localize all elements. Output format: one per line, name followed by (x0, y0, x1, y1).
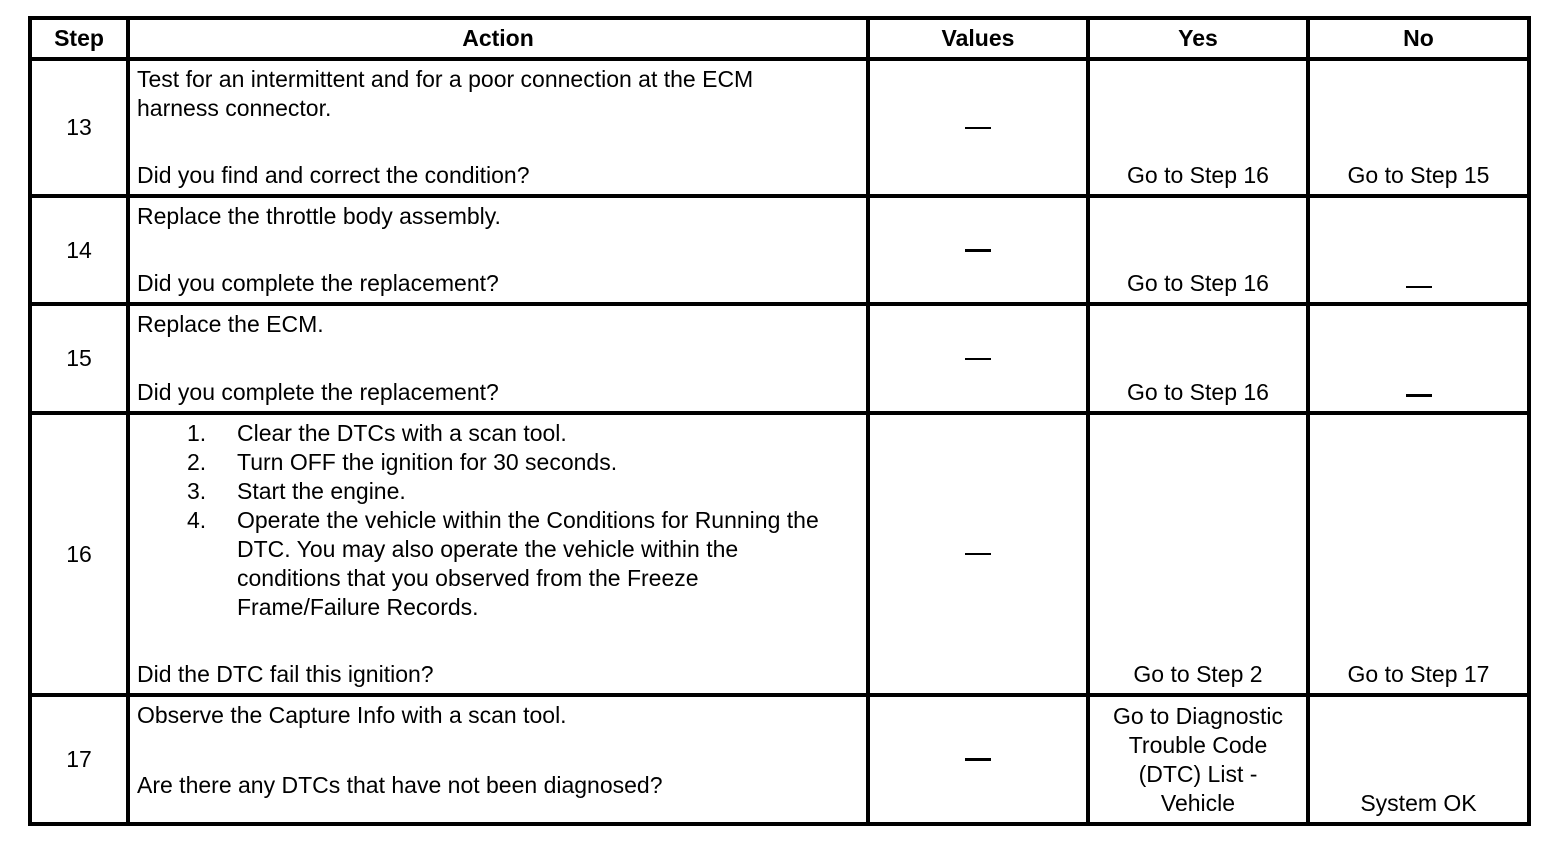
action-question: Did you find and correct the condition? (137, 162, 530, 188)
step-number: 17 (32, 697, 126, 822)
action-step-item (137, 419, 860, 448)
step-number: 16 (32, 415, 126, 693)
yes-cell: Go to Step 16 (1090, 306, 1306, 411)
values-cell (870, 415, 1086, 693)
values-dash (965, 553, 991, 555)
yes-cell: Go to Step 2 (1090, 415, 1306, 693)
step-number: 13 (32, 61, 126, 194)
yes-cell: Go to Step 16 (1090, 61, 1306, 194)
no-cell: Go to Step 15 (1310, 61, 1527, 194)
values-cell (870, 198, 1086, 302)
action-step-item (137, 477, 860, 506)
header-action: Action (130, 20, 866, 57)
values-dash (965, 758, 991, 761)
no-dash (1406, 286, 1432, 288)
action-text: Observe the Capture Info with a scan tool. (137, 702, 567, 728)
action-text: Replace the ECM. (137, 311, 324, 337)
diagnostic-table (28, 16, 1531, 826)
no-dash (1406, 394, 1432, 397)
action-question: Are there any DTCs that have not been diagnosed? (137, 772, 663, 798)
step-item-number: 4. (187, 507, 207, 533)
values-dash (965, 358, 991, 360)
action-step-item (137, 448, 860, 477)
action-text: Replace the throttle body assembly. (137, 203, 501, 229)
step-item-text: Operate the vehicle within the Conditions for Running the DTC. You may also operate the vehicle within the conditions that you observed from the Freeze Frame/Failure Records. (237, 507, 819, 620)
action-cell (130, 306, 866, 411)
values-cell (870, 697, 1086, 822)
action-cell (130, 61, 866, 194)
action-question: Did you complete the replacement? (137, 270, 499, 296)
values-dash (965, 127, 991, 129)
values-cell (870, 61, 1086, 194)
values-cell (870, 306, 1086, 411)
no-cell: System OK (1310, 697, 1527, 822)
step-item-number: 1. (187, 420, 207, 446)
header-values: Values (870, 20, 1086, 57)
step-item-text: Clear the DTCs with a scan tool. (237, 420, 567, 446)
action-cell (130, 198, 866, 302)
action-step-item (137, 506, 837, 622)
header-step: Step (32, 20, 126, 57)
action-question: Did you complete the replacement? (137, 379, 499, 405)
step-number: 15 (32, 306, 126, 411)
yes-cell: Go to Step 16 (1090, 198, 1306, 302)
step-item-number: 2. (187, 449, 207, 475)
action-steps-list (137, 419, 860, 622)
header-yes: Yes (1090, 20, 1306, 57)
no-cell (1310, 306, 1527, 411)
action-cell (130, 415, 866, 693)
step-item-number: 3. (187, 478, 207, 504)
header-no: No (1310, 20, 1527, 57)
no-cell: Go to Step 17 (1310, 415, 1527, 693)
step-item-text: Start the engine. (237, 478, 406, 504)
action-question: Did the DTC fail this ignition? (137, 661, 434, 687)
action-text: Test for an intermittent and for a poor connection at the ECM harness connector. (137, 66, 754, 121)
step-item-text: Turn OFF the ignition for 30 seconds. (237, 449, 618, 475)
step-number: 14 (32, 198, 126, 302)
action-cell (130, 697, 866, 822)
values-dash (965, 249, 991, 252)
no-cell (1310, 198, 1527, 302)
yes-cell: Go to Diagnostic Trouble Code (DTC) List - Vehicle (1090, 697, 1306, 822)
